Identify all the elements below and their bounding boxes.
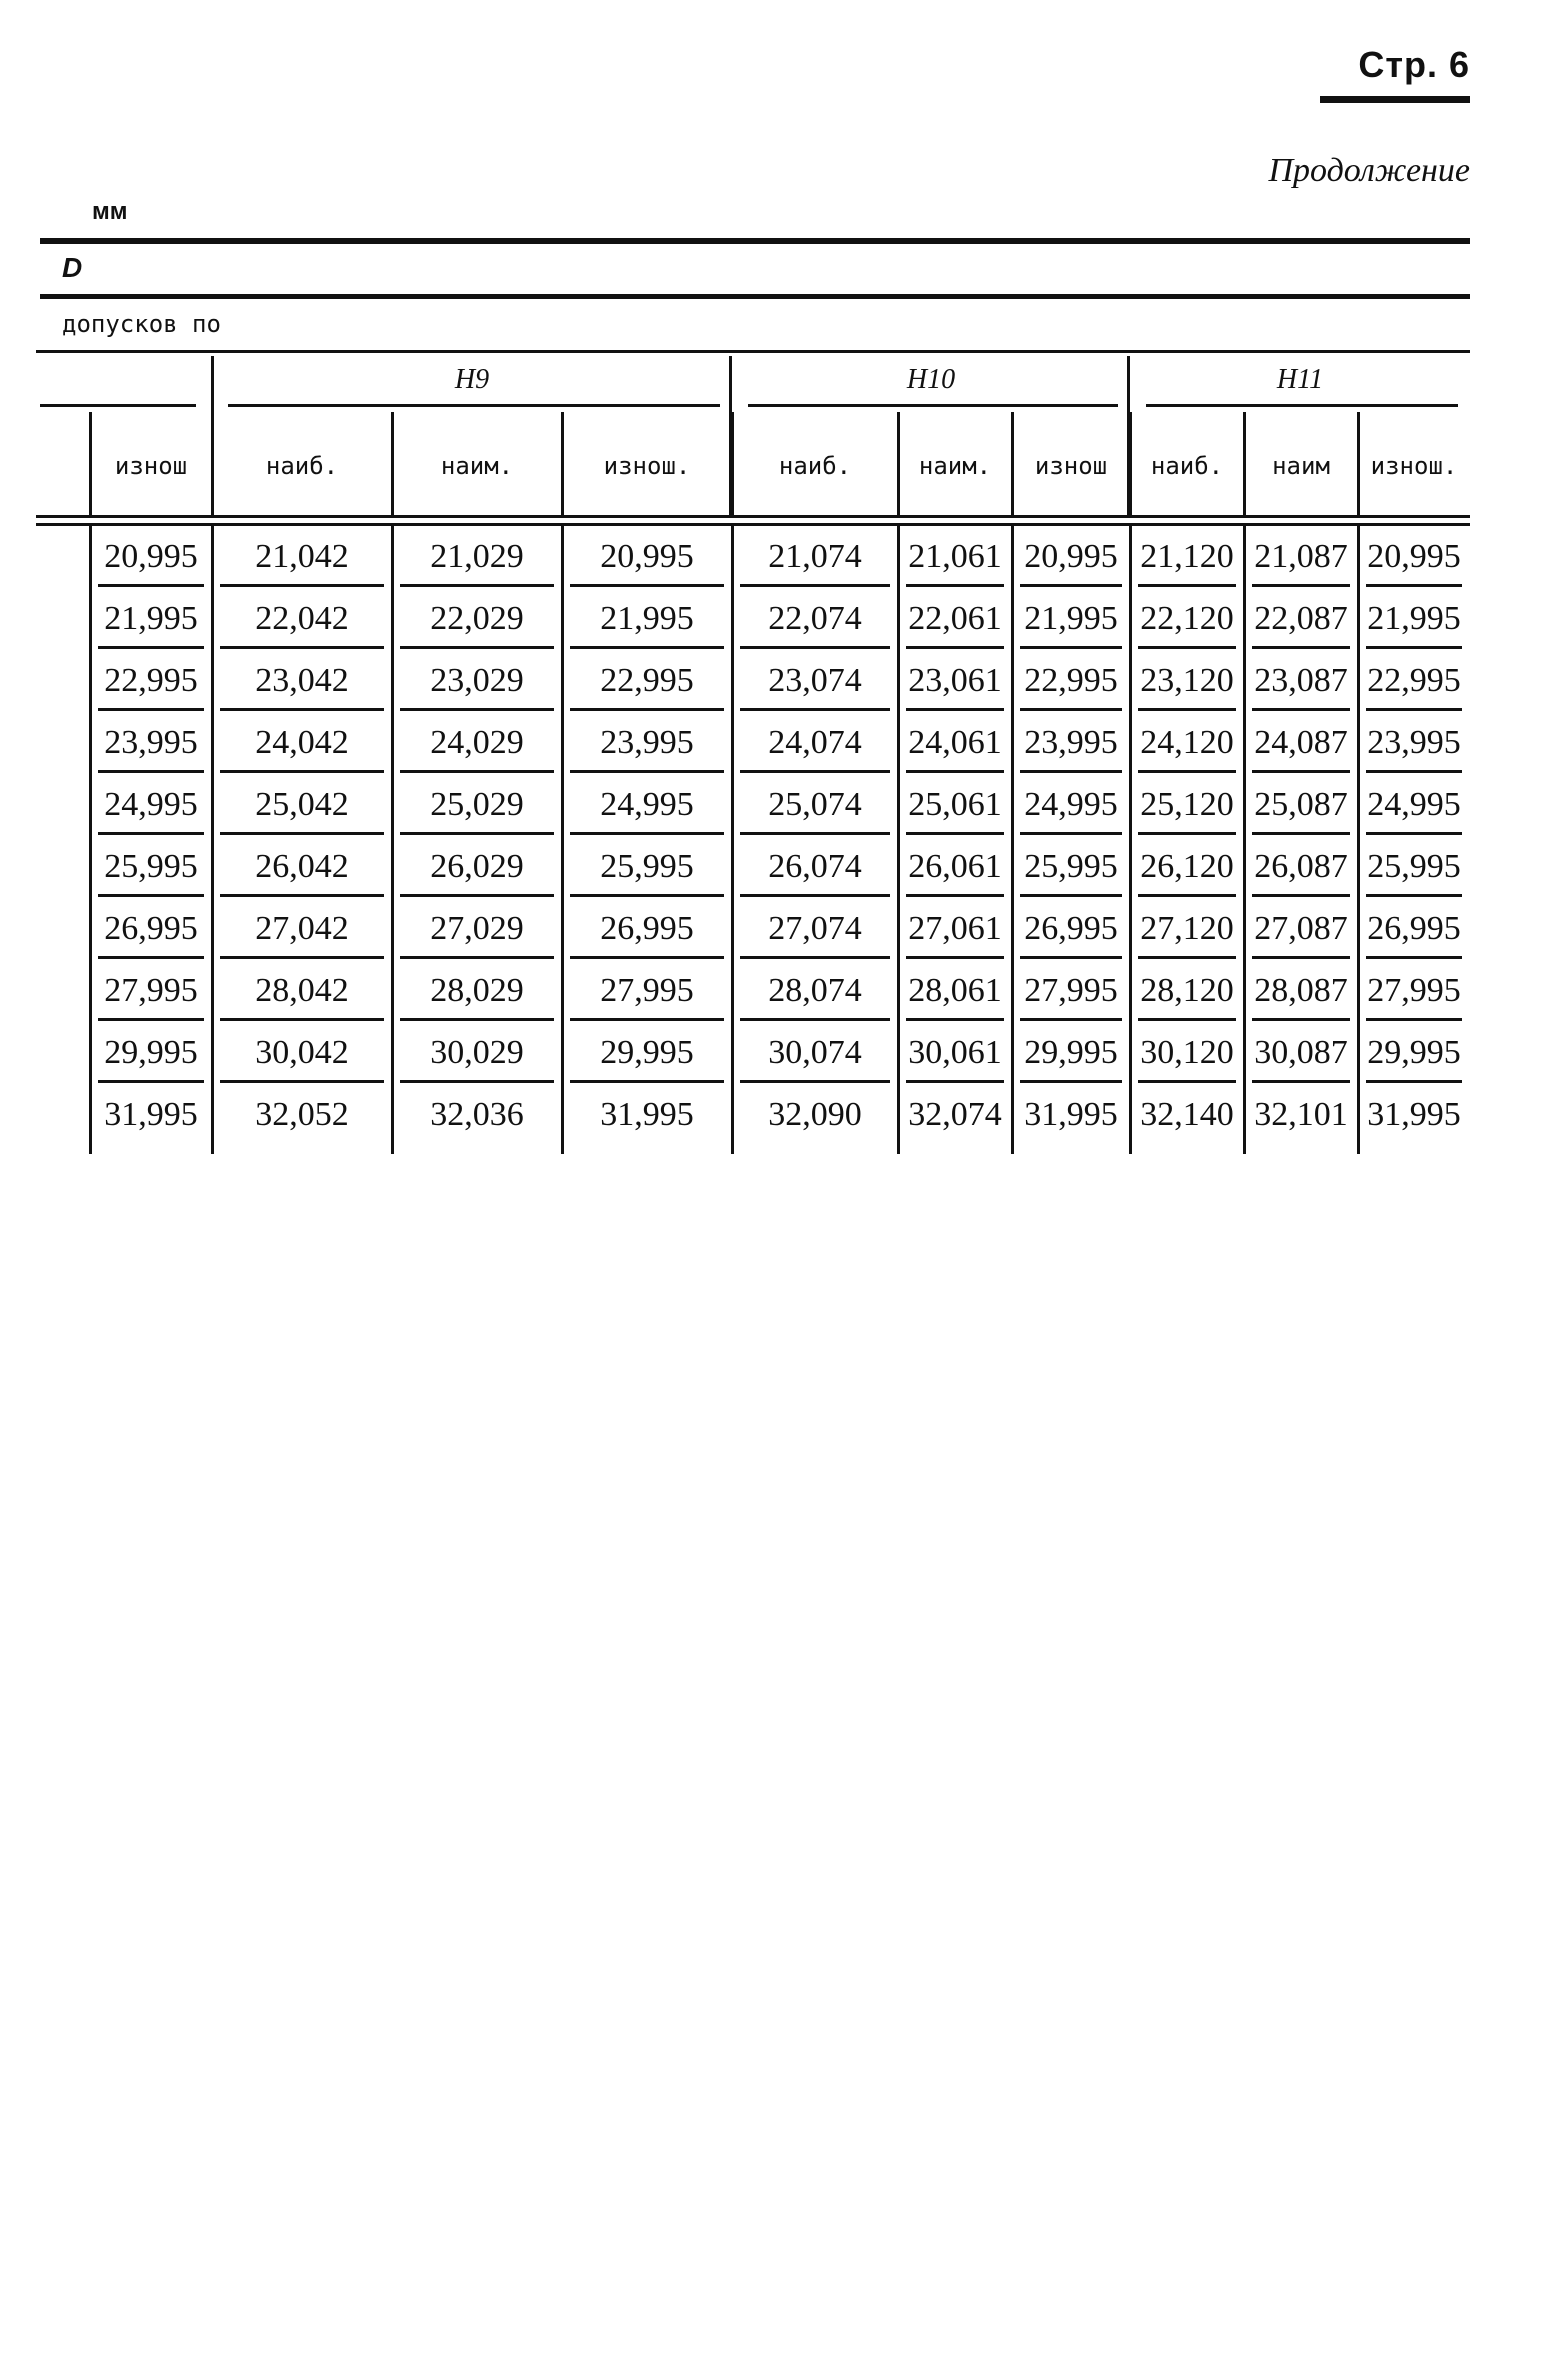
table-cell: 30,029 (430, 1034, 524, 1071)
table-cell: 27,995 (1024, 972, 1118, 1009)
table-cell: 28,087 (1254, 972, 1348, 1009)
cell-underline (570, 646, 724, 649)
table-cell: 30,120 (1140, 1034, 1234, 1071)
cell-underline (220, 708, 384, 711)
cell-underline (220, 646, 384, 649)
cell-underline (98, 832, 204, 835)
group-underline (1146, 404, 1458, 407)
table-cell: 26,074 (768, 848, 862, 885)
cell-underline (220, 894, 384, 897)
table-cell: 32,052 (255, 1096, 349, 1133)
cell-underline (1020, 894, 1122, 897)
table-cell: 20,995 (104, 538, 198, 575)
table-cell: 21,995 (1367, 600, 1461, 637)
table-cell: 24,120 (1140, 724, 1234, 761)
table-cell: 28,074 (768, 972, 862, 1009)
cell-underline (400, 584, 554, 587)
table-cell: 32,101 (1254, 1096, 1348, 1133)
cell-underline (1138, 894, 1236, 897)
table-cell: 26,995 (600, 910, 694, 947)
cell-underline (400, 770, 554, 773)
group-header: H9 (454, 364, 490, 395)
table-cell: 23,995 (1367, 724, 1461, 761)
cell-underline (1366, 894, 1462, 897)
table-cell: 26,029 (430, 848, 524, 885)
header-stub-rule (40, 404, 196, 407)
table-cell: 22,029 (430, 600, 524, 637)
cell-underline (98, 708, 204, 711)
table-cell: 25,995 (600, 848, 694, 885)
table-cell: 24,042 (255, 724, 349, 761)
table-cell: 24,995 (600, 786, 694, 823)
cell-underline (570, 894, 724, 897)
table-cell: 28,042 (255, 972, 349, 1009)
table-cell: 22,087 (1254, 600, 1348, 637)
cell-underline (1020, 832, 1122, 835)
table-cell: 27,120 (1140, 910, 1234, 947)
cell-underline (98, 1080, 204, 1083)
table-cell: 22,995 (600, 662, 694, 699)
table-cell: 30,074 (768, 1034, 862, 1071)
cell-underline (906, 646, 1004, 649)
table-cell: 24,074 (768, 724, 862, 761)
table-cell: 20,995 (1024, 538, 1118, 575)
table-cell: 29,995 (600, 1034, 694, 1071)
cell-underline (570, 584, 724, 587)
cell-underline (1138, 1080, 1236, 1083)
table-cell: 27,995 (600, 972, 694, 1009)
cell-underline (1252, 770, 1350, 773)
cell-underline (400, 1018, 554, 1021)
cell-underline (400, 646, 554, 649)
column-header: наим. (918, 452, 992, 480)
cell-underline (906, 770, 1004, 773)
cell-underline (400, 894, 554, 897)
cell-underline (1020, 584, 1122, 587)
cell-underline (1138, 832, 1236, 835)
cell-underline (740, 956, 890, 959)
cell-underline (220, 956, 384, 959)
cell-underline (1366, 832, 1462, 835)
table-cell: 23,995 (104, 724, 198, 761)
table-cell: 32,036 (430, 1096, 524, 1133)
cell-underline (1366, 584, 1462, 587)
cell-underline (570, 770, 724, 773)
table-cell: 28,029 (430, 972, 524, 1009)
cell-underline (1020, 1080, 1122, 1083)
table-cell: 26,120 (1140, 848, 1234, 885)
group-underline (228, 404, 720, 407)
cell-underline (570, 1018, 724, 1021)
header-double-rule (36, 515, 1470, 518)
header-double-rule (36, 523, 1470, 526)
cell-underline (906, 894, 1004, 897)
cell-underline (1252, 1080, 1350, 1083)
column-header: наиб. (1150, 452, 1224, 480)
table-cell: 21,061 (908, 538, 1002, 575)
cell-underline (1366, 1018, 1462, 1021)
cell-underline (1366, 1080, 1462, 1083)
table-cell: 23,061 (908, 662, 1002, 699)
cell-underline (1138, 1018, 1236, 1021)
table-cell: 21,120 (1140, 538, 1234, 575)
column-header: наиб. (265, 452, 339, 480)
table-cell: 28,061 (908, 972, 1002, 1009)
column-header: изнош. (603, 452, 691, 480)
cell-underline (1020, 770, 1122, 773)
table-cell: 23,087 (1254, 662, 1348, 699)
cell-underline (1252, 708, 1350, 711)
table-cell: 26,061 (908, 848, 1002, 885)
table-cell: 29,995 (104, 1034, 198, 1071)
table-cell: 27,042 (255, 910, 349, 947)
table-cell: 22,074 (768, 600, 862, 637)
cell-underline (740, 584, 890, 587)
table-cell: 30,042 (255, 1034, 349, 1071)
table-cell: 26,087 (1254, 848, 1348, 885)
table-cell: 21,042 (255, 538, 349, 575)
page-number-underline (1320, 96, 1470, 103)
table-cell: 32,090 (768, 1096, 862, 1133)
cell-underline (1366, 646, 1462, 649)
table-cell: 30,061 (908, 1034, 1002, 1071)
cell-underline (740, 1080, 890, 1083)
cell-underline (906, 1018, 1004, 1021)
cell-underline (98, 770, 204, 773)
table-cell: 25,029 (430, 786, 524, 823)
table-cell: 25,042 (255, 786, 349, 823)
cell-underline (570, 708, 724, 711)
table-cell: 32,140 (1140, 1096, 1234, 1133)
cell-underline (1252, 1018, 1350, 1021)
cell-underline (1138, 646, 1236, 649)
table-cell: 22,120 (1140, 600, 1234, 637)
continuation-label: Продолжение (1268, 152, 1470, 189)
table-cell: 23,995 (600, 724, 694, 761)
cell-underline (1252, 894, 1350, 897)
table-cell: 31,995 (1367, 1096, 1461, 1133)
table-cell: 22,061 (908, 600, 1002, 637)
cell-underline (906, 708, 1004, 711)
cell-underline (740, 708, 890, 711)
cell-underline (400, 832, 554, 835)
cell-underline (1020, 646, 1122, 649)
table-cell: 21,074 (768, 538, 862, 575)
cell-underline (220, 584, 384, 587)
table-cell: 22,995 (104, 662, 198, 699)
table-cell: 29,995 (1367, 1034, 1461, 1071)
table-cell: 26,042 (255, 848, 349, 885)
group-header: H11 (1276, 364, 1324, 395)
cell-underline (1020, 708, 1122, 711)
cell-underline (740, 1018, 890, 1021)
cell-underline (1138, 708, 1236, 711)
column-header: изнош. (1370, 452, 1458, 480)
column-header: наим. (440, 452, 514, 480)
cell-underline (1252, 584, 1350, 587)
cell-underline (906, 1080, 1004, 1083)
table-cell: 23,120 (1140, 662, 1234, 699)
cell-underline (98, 584, 204, 587)
group-header: H10 (906, 364, 956, 395)
table-cell: 25,120 (1140, 786, 1234, 823)
header-rule (36, 350, 1470, 353)
table-cell: 31,995 (600, 1096, 694, 1133)
diameter-label: D (62, 252, 83, 283)
table-cell: 25,995 (1367, 848, 1461, 885)
table-cell: 26,995 (1367, 910, 1461, 947)
table-cell: 23,042 (255, 662, 349, 699)
group-underline (748, 404, 1118, 407)
table-cell: 31,995 (1024, 1096, 1118, 1133)
units-label: мм (92, 198, 128, 225)
cell-underline (1020, 956, 1122, 959)
table-cell: 23,029 (430, 662, 524, 699)
cell-underline (906, 956, 1004, 959)
table-cell: 25,074 (768, 786, 862, 823)
table-cell: 28,120 (1140, 972, 1234, 1009)
table-cell: 25,995 (1024, 848, 1118, 885)
cell-underline (98, 894, 204, 897)
cell-underline (1138, 584, 1236, 587)
cell-underline (906, 832, 1004, 835)
cell-underline (220, 1080, 384, 1083)
cell-underline (220, 832, 384, 835)
table-cell: 24,087 (1254, 724, 1348, 761)
column-header: наим (1272, 452, 1330, 480)
table-cell: 32,074 (908, 1096, 1002, 1133)
table-cell: 24,995 (1367, 786, 1461, 823)
cell-underline (400, 708, 554, 711)
table-cell: 27,029 (430, 910, 524, 947)
table-cell: 23,074 (768, 662, 862, 699)
cell-underline (98, 1018, 204, 1021)
cell-underline (98, 956, 204, 959)
cell-underline (570, 956, 724, 959)
table-cell: 27,087 (1254, 910, 1348, 947)
header-rule (40, 294, 1470, 299)
cell-underline (220, 770, 384, 773)
cell-underline (1366, 708, 1462, 711)
table-cell: 27,061 (908, 910, 1002, 947)
table-cell: 20,995 (1367, 538, 1461, 575)
table-cell: 20,995 (600, 538, 694, 575)
table-cell: 24,029 (430, 724, 524, 761)
cell-underline (906, 584, 1004, 587)
table-cell: 30,087 (1254, 1034, 1348, 1071)
table-cell: 25,061 (908, 786, 1002, 823)
cell-underline (570, 1080, 724, 1083)
table-cell: 25,087 (1254, 786, 1348, 823)
tolerance-label: допусков по (62, 310, 221, 338)
cell-underline (1252, 646, 1350, 649)
cell-underline (1138, 956, 1236, 959)
table-cell: 27,995 (104, 972, 198, 1009)
table-cell: 29,995 (1024, 1034, 1118, 1071)
table-cell: 21,029 (430, 538, 524, 575)
column-header: изнош (1034, 452, 1108, 480)
cell-underline (400, 956, 554, 959)
column-header: изнош (114, 452, 188, 480)
table-cell: 21,995 (600, 600, 694, 637)
table-cell: 23,995 (1024, 724, 1118, 761)
table-cell: 27,074 (768, 910, 862, 947)
cell-underline (740, 832, 890, 835)
table-cell: 24,995 (1024, 786, 1118, 823)
cell-underline (1138, 770, 1236, 773)
table-cell: 26,995 (1024, 910, 1118, 947)
table-cell: 21,995 (1024, 600, 1118, 637)
table-cell: 31,995 (104, 1096, 198, 1133)
table-cell: 27,995 (1367, 972, 1461, 1009)
cell-underline (1366, 956, 1462, 959)
cell-underline (570, 832, 724, 835)
table-top-rule (40, 238, 1470, 244)
column-header: наиб. (778, 452, 852, 480)
table-cell: 24,061 (908, 724, 1002, 761)
page-number: Стр. 6 (1358, 44, 1470, 85)
cell-underline (740, 646, 890, 649)
table-cell: 26,995 (104, 910, 198, 947)
cell-underline (1020, 1018, 1122, 1021)
table-cell: 24,995 (104, 786, 198, 823)
cell-underline (1252, 956, 1350, 959)
table-cell: 22,995 (1367, 662, 1461, 699)
cell-underline (1252, 832, 1350, 835)
table-cell: 21,995 (104, 600, 198, 637)
cell-underline (740, 894, 890, 897)
table-cell: 22,042 (255, 600, 349, 637)
cell-underline (400, 1080, 554, 1083)
cell-underline (98, 646, 204, 649)
table-cell: 25,995 (104, 848, 198, 885)
cell-underline (220, 1018, 384, 1021)
table-cell: 22,995 (1024, 662, 1118, 699)
cell-underline (740, 770, 890, 773)
table-cell: 21,087 (1254, 538, 1348, 575)
cell-underline (1366, 770, 1462, 773)
